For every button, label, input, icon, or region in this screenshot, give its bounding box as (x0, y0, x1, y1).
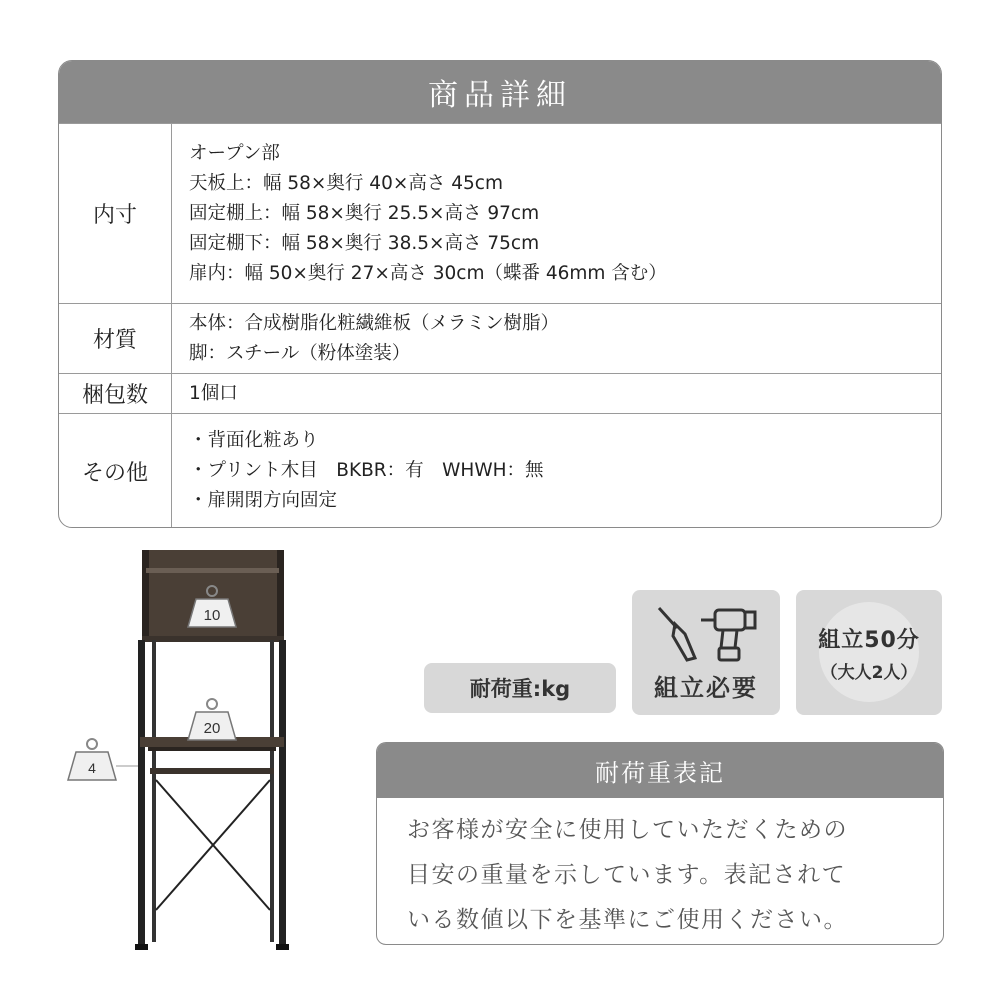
assembly-required-label: 組立必要 (654, 674, 758, 702)
shelf-illustration (60, 540, 300, 960)
right-leg (279, 640, 286, 948)
row-value (172, 414, 544, 528)
assembly-people-label: （大人2人） (820, 662, 918, 683)
table-row-other (59, 413, 941, 528)
lower-shelf (150, 768, 274, 774)
value-line: 固定棚下：幅 58×奥行 38.5×高さ 75cm (189, 232, 540, 254)
row-value (172, 304, 559, 373)
table-row-package-count (59, 373, 941, 413)
value-line: 本体：合成樹脂化粧繊維板（メラミン樹脂） (189, 312, 560, 334)
row-value (172, 374, 238, 413)
notice-body (377, 798, 943, 943)
notice-title: 耐荷重表記 (377, 743, 943, 798)
load-capacity-label: 耐荷重:kg (469, 677, 571, 701)
drill-icon (701, 610, 755, 660)
screwdriver-icon (659, 608, 695, 660)
value-line: ・プリント木目 BKBR：有 WHWH：無 (189, 460, 544, 481)
assembly-time-label: 組立50分 (818, 627, 920, 653)
row-label: 梱包数 (59, 374, 172, 413)
product-detail-table (58, 60, 942, 528)
value-line: ・背面化粧あり (189, 430, 319, 451)
weight-side-value: 4 (88, 760, 96, 776)
notice-line: いる数値以下を基準にご使用ください。 (407, 907, 848, 933)
weight-middle-value: 20 (203, 720, 221, 737)
notice-line: 目安の重量を示しています。表記されて (407, 862, 847, 888)
load-notice (376, 742, 944, 945)
row-label: その他 (59, 414, 172, 528)
value-line: 扉内：幅 50×奥行 27×高さ 30cm（蝶番 46mm 含む） (189, 262, 667, 284)
value-line: オープン部 (189, 142, 280, 164)
notice-line: お客様が安全に使用していただくための (407, 817, 848, 843)
row-value (172, 124, 667, 303)
assembly-time-badge (796, 590, 942, 715)
assembly-required-badge (632, 590, 780, 715)
product-drawing (60, 540, 300, 960)
weight-top-value: 10 (203, 607, 221, 624)
left-leg (138, 640, 145, 948)
load-capacity-badge (424, 663, 616, 713)
value-line: 脚：スチール（粉体塗装） (189, 342, 411, 364)
value-line: 天板上：幅 58×奥行 40×高さ 45cm (189, 172, 503, 194)
row-label: 材質 (59, 304, 172, 373)
assembly-tools-icon (651, 602, 761, 664)
value-line: 1個口 (189, 382, 238, 404)
table-title: 商品詳細 (59, 61, 941, 123)
value-line: ・扉開閉方向固定 (189, 490, 338, 511)
table-row-material (59, 303, 941, 373)
row-label: 内寸 (59, 124, 172, 303)
table-row-inner-dimensions (59, 123, 941, 303)
value-line: 固定棚上：幅 58×奥行 25.5×高さ 97cm (189, 202, 540, 224)
